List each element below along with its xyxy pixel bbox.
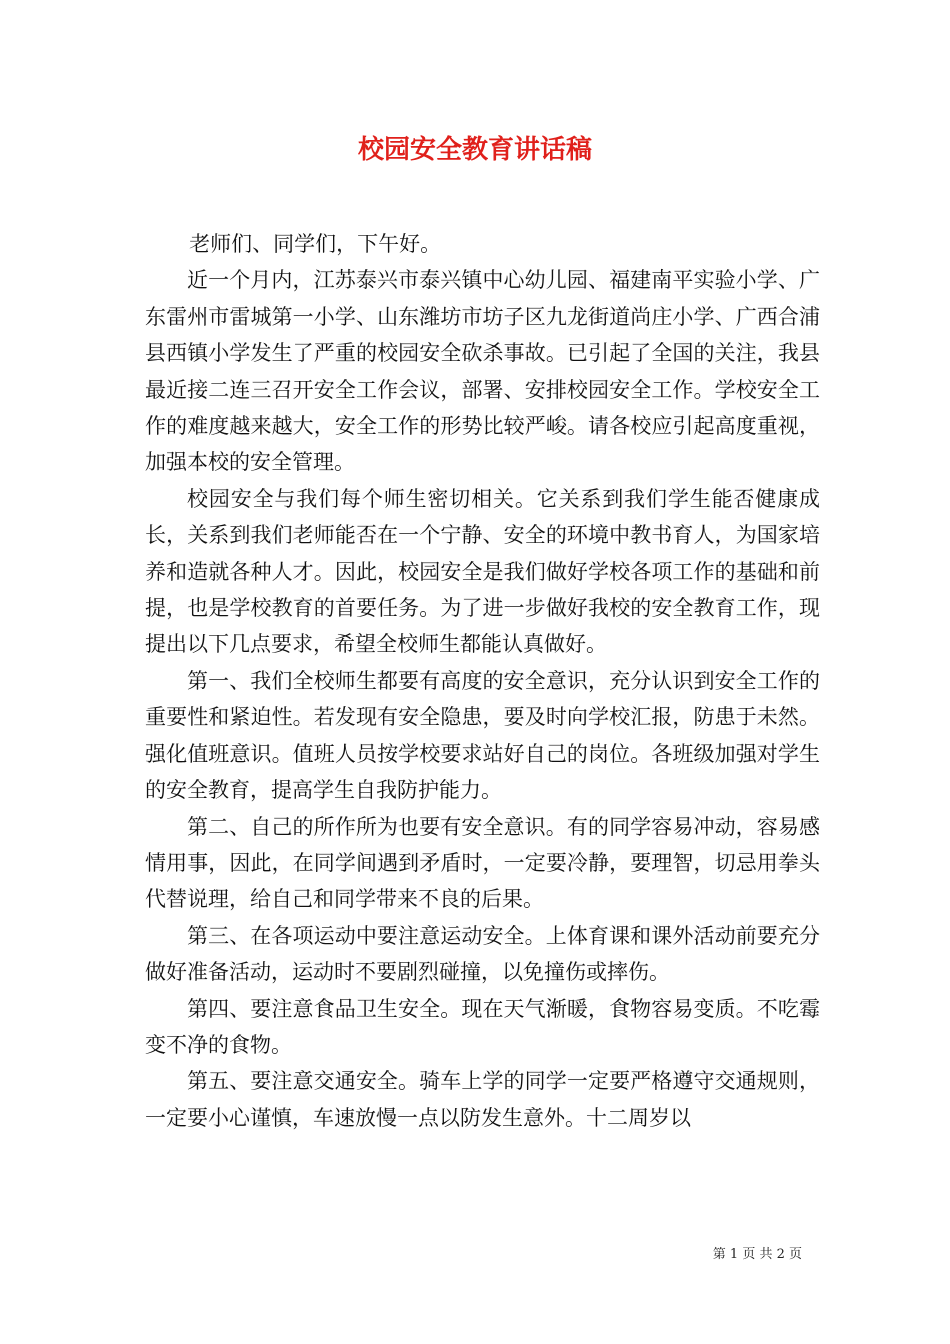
- paragraph: 第四、要注意食品卫生安全。现在天气渐暖，食物容易变质。不吃霉变不净的食物。: [145, 996, 820, 1057]
- paragraph: 校园安全与我们每个师生密切相关。它关系到我们学生能否健康成长，关系到我们老师能否在一个宁静、安全的环境中教书育人，为国家培养和造就各种人才。因此，校园安全是我们做好学校各项工作的基础和前提，也是学校教育的首要任务。为了进一步做好我校的安全教育工作，现提出以下几点要求，希望全校师生都能认真做好。: [145, 486, 820, 657]
- document-title: 校园安全教育讲话稿: [357, 135, 592, 165]
- greeting-paragraph: 老师们、同学们，下午好。: [189, 232, 442, 256]
- paragraph: 第二、自己的所作所为也要有安全意识。有的同学容易冲动，容易感情用事，因此，在同学间遇到矛盾时，一定要冷静，要理智，切忌用拳头代替说理，给自己和同学带来不良的后果。: [145, 814, 820, 912]
- paragraph: 近一个月内，江苏泰兴市泰兴镇中心幼儿园、福建南平实验小学、广东雷州市雷城第一小学、山东潍坊市坊子区九龙街道尚庄小学、广西合浦县西镇小学发生了严重的校园安全砍杀事故。已引起了全国的关注，我县最近接二连三召开安全工作会议，部署、安排校园安全工作。学校安全工作的难度越来越大，安全工作的形势比较严峻。请各校应引起高度重视，加强本校的安全管理。: [145, 268, 820, 475]
- document-body: [145, 226, 820, 1136]
- paragraph: 第一、我们全校师生都要有高度的安全意识，充分认识到安全工作的重要性和紧迫性。若发现有安全隐患，要及时向学校汇报，防患于未然。强化值班意识。值班人员按学校要求站好自己的岗位。各班级加强对学生的安全教育，提高学生自我防护能力。: [145, 668, 820, 803]
- paragraph: 第五、要注意交通安全。骑车上学的同学一定要严格遵守交通规则，一定要小心谨慎，车速放慢一点以防发生意外。十二周岁以: [145, 1069, 820, 1130]
- page-number: 第 1 页 共 2 页: [712, 1247, 802, 1262]
- paragraph: 第三、在各项运动中要注意运动安全。上体育课和课外活动前要充分做好准备活动，运动时不要剧烈碰撞，以免撞伤或摔伤。: [145, 923, 820, 985]
